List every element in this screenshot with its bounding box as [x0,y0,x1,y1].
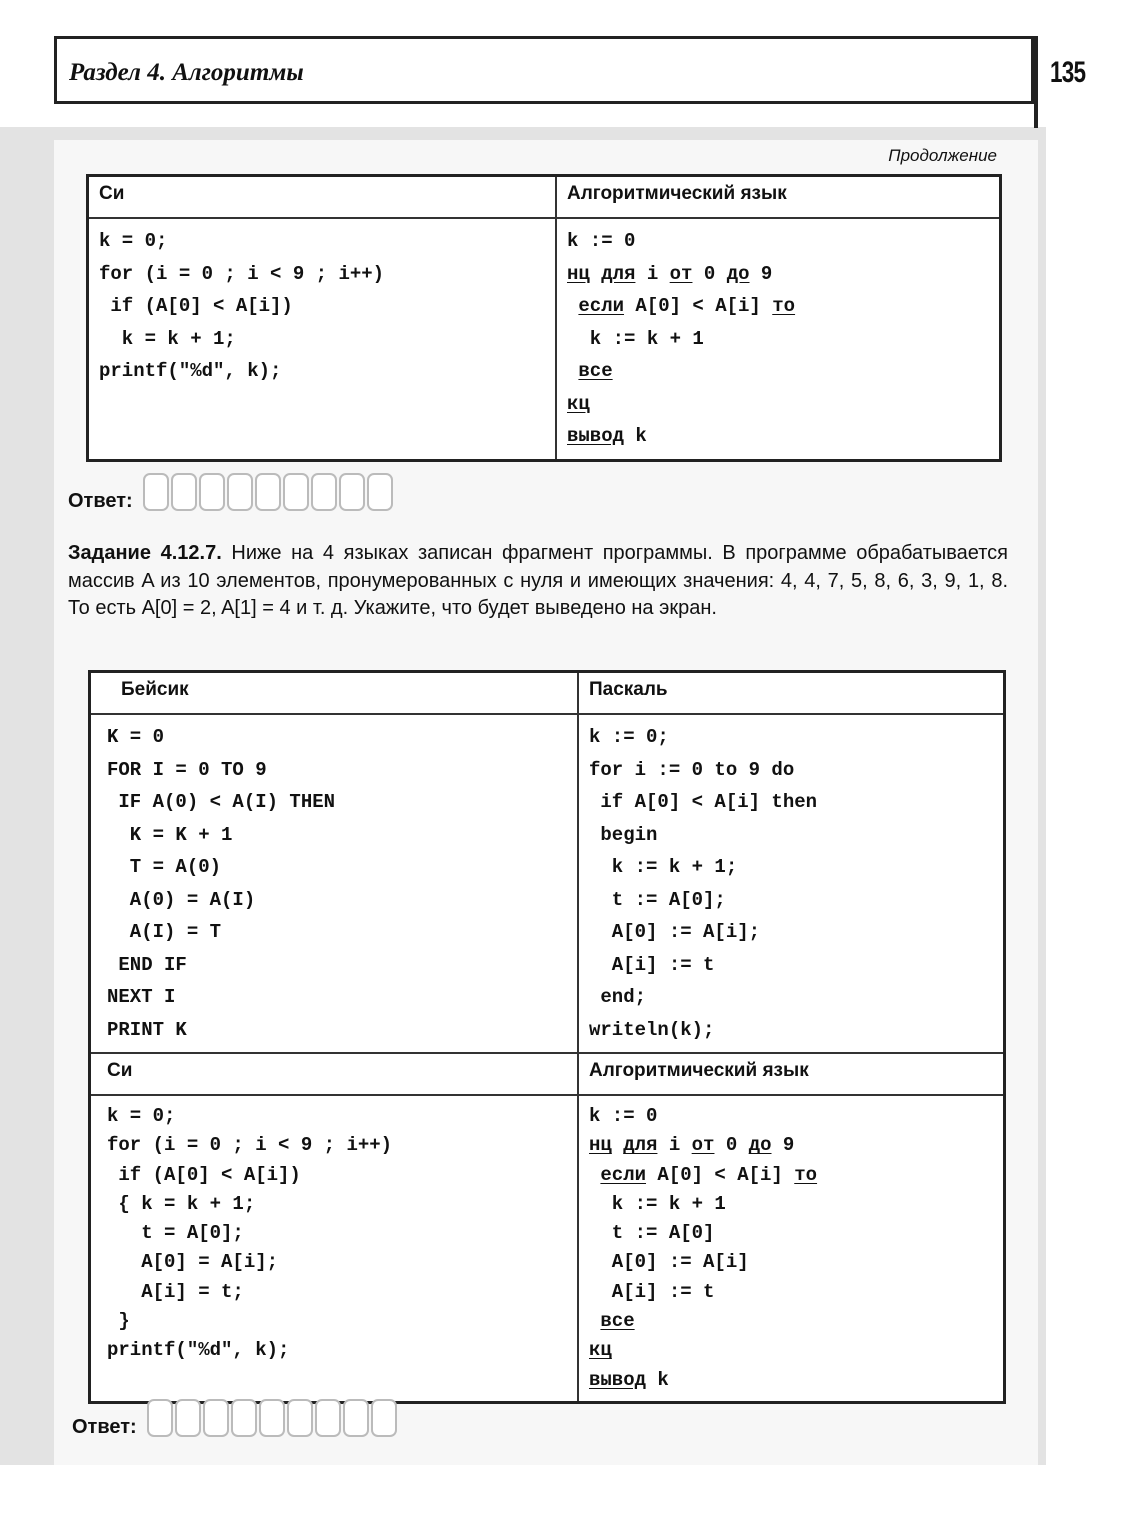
answer-cell[interactable] [227,473,253,511]
keyword: вывод [567,425,625,447]
code-line: printf("%d", k); [107,1339,290,1362]
code-line: вывод k [567,425,647,447]
keyword: от [691,1134,715,1157]
answer-cell[interactable] [311,473,337,511]
answer-cell[interactable] [259,1399,285,1437]
task-text: Ниже на 4 языках записан фрагмент программы. В программе обрабатывается массив A из 10 элементов, пронумерованных с нуля и имеющих значения: 4, 4, 7, 5, 8, 6, 3, 9, 1, 8. То есть A[0] = 2, A[1] = 4 и т. д. Укажите, что будет выведено на экран. [68,542,1008,619]
code-line: END IF [107,953,187,976]
keyword: то [772,295,796,317]
code-line: } [107,1310,130,1333]
answer-cell[interactable] [255,473,281,511]
answer-1 [68,470,395,513]
answer-cell[interactable] [231,1399,257,1437]
code-line: t := A[0]; [589,888,726,911]
code-line: begin [589,823,658,846]
code-line: t := A[0] [589,1222,715,1245]
answer-cell[interactable] [171,473,197,511]
task-statement [68,540,1008,623]
table2-basic-code [90,714,579,1053]
code-line: for (i = 0 ; i < 9 ; i++) [107,1134,393,1157]
keyword: до [748,1134,772,1157]
keyword: для [601,262,636,285]
answer-input-cells[interactable] [147,1399,399,1437]
table1-algo-header: Алгоритмический язык [556,176,1001,219]
code-line: writeln(k); [589,1018,715,1041]
code-line: если A[0] < A[i] то [578,295,796,317]
table2-pascal-code [578,714,1005,1053]
code-line: A[i] := t [589,1280,715,1303]
code-table-1 [86,174,1002,462]
keyword: то [794,1163,818,1186]
header-divider [1034,36,1038,128]
answer-label: Ответ: [72,1416,137,1438]
code-line: t = A[0]; [107,1222,244,1245]
section-header [54,36,1034,104]
code-line: K = 0 [107,726,165,748]
answer-cell[interactable] [287,1399,313,1437]
code-line [567,388,989,421]
table2-algo-code [578,1095,1005,1402]
code-line [567,355,989,388]
code-line: PRINT K [107,1018,187,1041]
code-line: NEXT I [107,986,176,1008]
answer-cell[interactable] [203,1399,229,1437]
keyword: если [578,295,625,317]
code-line: k := 0 [589,1105,658,1127]
table2-c-code [90,1095,579,1402]
answer-cell[interactable] [315,1399,341,1437]
keyword: для [623,1134,658,1157]
code-line: k := k + 1 [567,327,704,350]
table2-basic-header: Бейсик [90,672,579,715]
code-line: A[0] := A[i]; [589,921,761,943]
table1-c-code [88,218,557,460]
code-line: нц для i от 0 до 9 [567,262,773,285]
code-line: A(0) = A(I) [107,888,256,911]
code-line: если A[0] < A[i] то [600,1163,818,1186]
task-number: Задание 4.12.7. [68,542,222,564]
code-line: IF A(0) < A(I) THEN [107,791,336,813]
keyword: все [600,1310,635,1333]
answer-input-cells[interactable] [143,473,395,511]
code-line: k = 0; [107,1105,176,1127]
code-line: вывод k [589,1368,669,1391]
code-line: for (i = 0 ; i < 9 ; i++) [99,262,385,285]
answer-cell[interactable] [371,1399,397,1437]
keyword: если [600,1163,647,1186]
code-line [589,1307,993,1336]
code-line: T = A(0) [107,856,222,878]
code-line: FOR I = 0 TO 9 [107,758,267,781]
code-line: A[i] := t [589,953,715,976]
code-line: k = 0; [99,230,168,252]
code-line: k := k + 1; [589,856,738,878]
continuation-label: Продолжение [888,146,997,165]
keyword: от [669,262,693,285]
code-line: if (A[0] < A[i]) [107,1163,301,1186]
keyword: кц [589,1339,612,1362]
code-line: A[0] := A[i] [589,1251,749,1274]
answer-cell[interactable] [199,473,225,511]
table2-algo-header: Алгоритмический язык [578,1053,1005,1095]
table1-c-header: Си [88,176,557,219]
answer-cell[interactable] [175,1399,201,1437]
answer-cell[interactable] [367,473,393,511]
table2-pascal-header: Паскаль [578,672,1005,715]
code-line: k = k + 1; [99,327,236,350]
code-line: A(I) = T [107,921,222,943]
keyword: вывод [589,1368,647,1391]
answer-2 [72,1396,399,1439]
code-table-2 [88,670,1006,1404]
answer-cell[interactable] [147,1399,173,1437]
answer-cell[interactable] [343,1399,369,1437]
code-line: { k = k + 1; [107,1192,256,1215]
keyword: до [726,262,750,285]
answer-cell[interactable] [339,473,365,511]
code-line: for i := 0 to 9 do [589,758,795,781]
code-line: if A[0] < A[i] then [589,791,818,813]
keyword: все [578,360,613,382]
code-line: printf("%d", k); [99,360,282,382]
code-line: нц для i от 0 до 9 [589,1134,795,1157]
code-line [589,1336,993,1365]
keyword: кц [567,392,590,415]
code-line: A[i] = t; [107,1280,244,1303]
code-line: k := 0; [589,726,669,748]
keyword: нц [567,262,590,285]
code-line: k := 0 [567,230,636,252]
table1-algo-code [556,218,1001,460]
code-line: K = K + 1 [107,823,233,846]
code-line: if (A[0] < A[i]) [99,295,293,317]
section-title: Раздел 4. Алгоритмы [69,59,304,86]
keyword: нц [589,1134,612,1157]
answer-cell[interactable] [143,473,169,511]
code-line: A[0] = A[i]; [107,1251,279,1274]
code-line: end; [589,986,647,1008]
table2-c-header: Си [90,1053,579,1095]
page-number: 135 [1050,56,1086,89]
code-line: k := k + 1 [589,1192,726,1215]
answer-cell[interactable] [283,473,309,511]
answer-label: Ответ: [68,490,133,512]
